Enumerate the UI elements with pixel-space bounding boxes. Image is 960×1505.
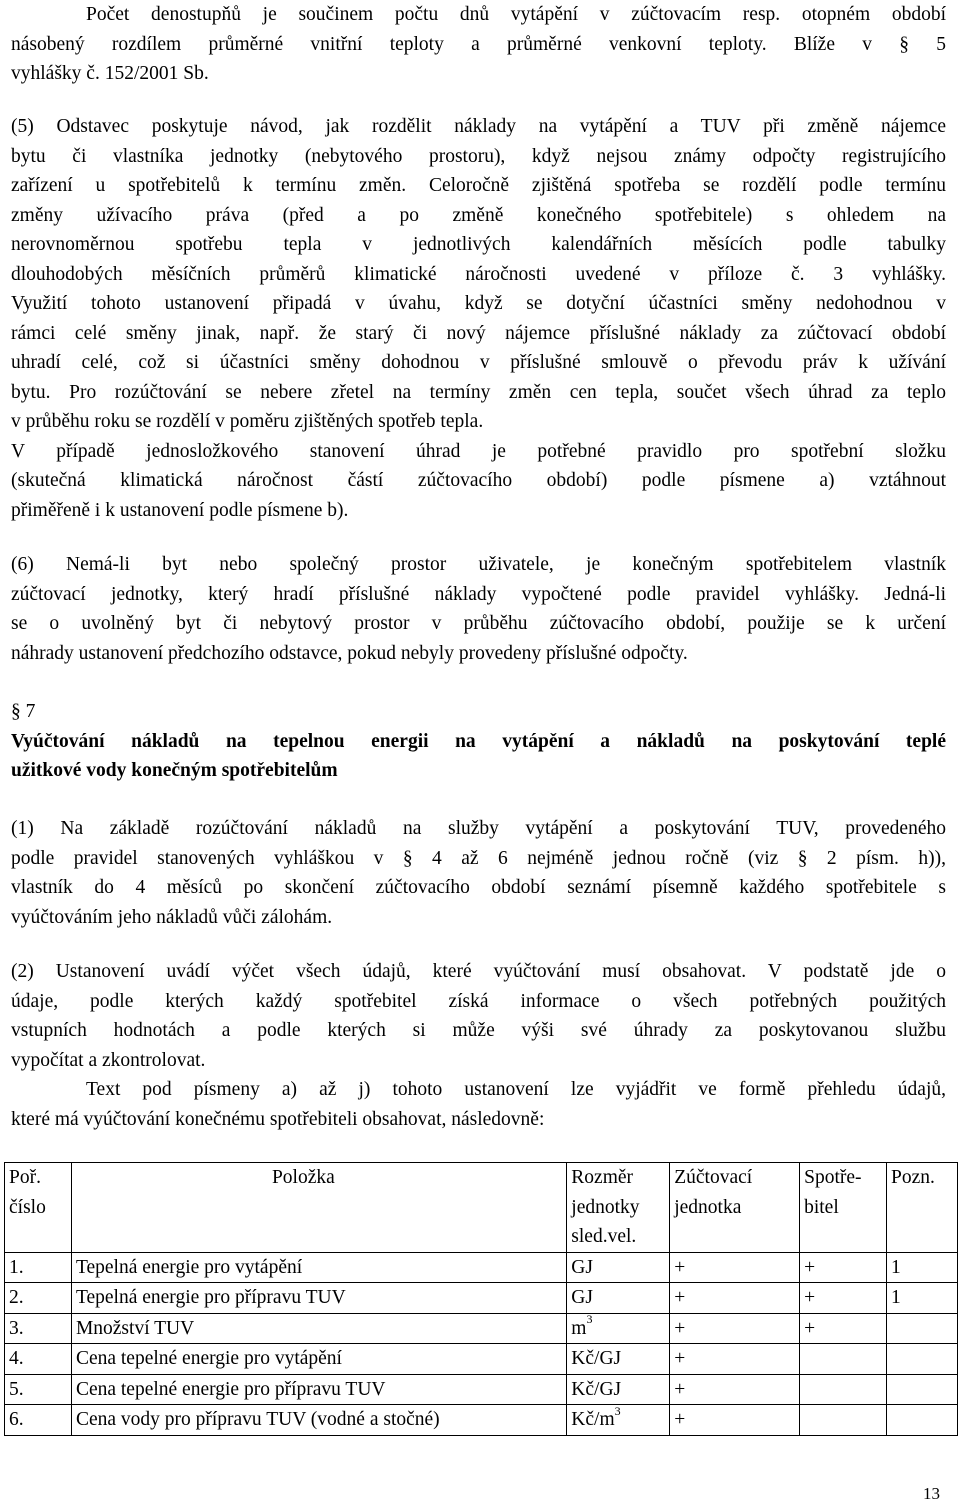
row-accounting-unit: + bbox=[670, 1344, 800, 1375]
section-7-heading bbox=[11, 697, 946, 786]
text-line: (2) Ustanovení uvádí výčet všech údajů, které vyúčtování musí obsahovat. V podstatě jde o bbox=[11, 961, 946, 982]
table-row bbox=[5, 1252, 958, 1283]
text-line: náhrady ustanovení předchozího odstavce, pokud nebyly provedeny příslušné odpočty. bbox=[11, 642, 688, 664]
text-line: (6) Nemá-li byt nebo společný prostor uživatele, je konečným spotřebitelem vlastník bbox=[11, 554, 946, 575]
table-row bbox=[5, 1313, 958, 1344]
row-consumer: + bbox=[800, 1252, 887, 1283]
row-number: 3. bbox=[5, 1313, 72, 1344]
billing-items-table bbox=[4, 1162, 958, 1436]
row-note: 1 bbox=[887, 1252, 958, 1283]
page-number: 13 bbox=[923, 1484, 940, 1503]
text-line: v průběhu roku se rozdělí v poměru zjištěných spotřeb tepla. bbox=[11, 411, 484, 432]
row-note: 1 bbox=[887, 1283, 958, 1314]
text-line: vstupních hodnotách a podle kterých si může výši své úhrady za poskytovanou službu bbox=[11, 1020, 946, 1041]
text-line: vyhlášky č. 152/2001 Sb. bbox=[11, 63, 209, 84]
text-line: Využití tohoto ustanovení připadá v úvahu, když se dotyční účastníci směny nedohodnou v bbox=[11, 293, 946, 314]
row-consumer: + bbox=[800, 1313, 887, 1344]
paragraph-6 bbox=[11, 550, 946, 668]
text-line: změny užívacího práva (před a po změně konečného spotřebitele) s ohledem na bbox=[11, 204, 946, 226]
text-line: přiměřeně i k ustanovení podle písmene b). bbox=[11, 499, 349, 521]
section-number: § 7 bbox=[11, 701, 36, 722]
text-line: bytu. Pro rozúčtování se nebere zřetel na termíny změn cen tepla, součet všech úhrad za teplo bbox=[11, 381, 946, 403]
table-header-row bbox=[5, 1163, 958, 1253]
text-line: násobený rozdílem průměrné vnitřní teploty a průměrné venkovní teploty. Blíže v § 5 bbox=[11, 33, 946, 55]
row-unit: GJ bbox=[567, 1252, 670, 1283]
row-number: 2. bbox=[5, 1283, 72, 1314]
row-consumer bbox=[800, 1374, 887, 1405]
table-row bbox=[5, 1405, 958, 1436]
text-line: (skutečná klimatická náročnost částí zúčtovacího období) podle písmene a) vztáhnout bbox=[11, 470, 946, 491]
table-row bbox=[5, 1374, 958, 1405]
row-note bbox=[887, 1374, 958, 1405]
section-title-line: Vyúčtování nákladů na tepelnou energii na vytápění a nákladů na poskytování teplé bbox=[11, 730, 946, 752]
text-line: vlastník do 4 měsíců po skončení zúčtovacího období seznámí písemně každého spotřebitele s bbox=[11, 877, 946, 898]
text-line: (5) Odstavec poskytuje návod, jak rozdělit náklady na vytápění a TUV při změně nájemce bbox=[11, 116, 946, 137]
row-accounting-unit: + bbox=[670, 1252, 800, 1283]
text-line: zařízení u spotřebitelů k termínu změn. Celoročně zjištěná spotřeba se rozdělí podle termínu bbox=[11, 175, 946, 196]
row-item: Cena tepelné energie pro vytápění bbox=[71, 1344, 566, 1375]
text-line: uhradí celé, což si účastníci směny dohodnou v příslušné smlouvě o převodu práv k užívání bbox=[11, 352, 946, 373]
table-row bbox=[5, 1283, 958, 1314]
text-line: (1) Na základě rozúčtování nákladů na služby vytápění a poskytování TUV, provedeného bbox=[11, 818, 946, 839]
row-number: 5. bbox=[5, 1374, 72, 1405]
text-line: vyúčtováním jeho nákladů vůči zálohám. bbox=[11, 906, 333, 928]
text-line: rámci celé směny jinak, např. že starý či nový nájemce příslušné náklady za zúčtovací období bbox=[11, 322, 946, 344]
row-item: Tepelná energie pro přípravu TUV bbox=[71, 1283, 566, 1314]
text-line: nerovnoměrnou spotřebu tepla v jednotlivých kalendářních měsících podle tabulky bbox=[11, 234, 946, 255]
row-unit: $m^3$ bbox=[567, 1313, 670, 1344]
row-item: Množství TUV bbox=[71, 1313, 566, 1344]
row-unit: Kč/GJ bbox=[567, 1374, 670, 1405]
section-7-paragraph-1 bbox=[11, 814, 946, 932]
header-cell-consumer: Spotře- bitel bbox=[800, 1163, 887, 1253]
text-line: Text pod písmeny a) až j) tohoto ustanovení lze vyjádřit ve formě přehledu údajů, bbox=[86, 1079, 946, 1100]
row-accounting-unit: + bbox=[670, 1405, 800, 1436]
header-cell-note: Pozn. bbox=[887, 1163, 958, 1253]
row-number: 6. bbox=[5, 1405, 72, 1436]
header-cell-item: Položka bbox=[71, 1163, 566, 1253]
row-accounting-unit: + bbox=[670, 1313, 800, 1344]
row-consumer: + bbox=[800, 1283, 887, 1314]
text-line: Počet denostupňů je součinem počtu dnů vytápění v zúčtovacím resp. otopném období bbox=[86, 4, 946, 25]
intro-paragraph bbox=[11, 0, 946, 89]
row-item: Cena vody pro přípravu TUV (vodné a stočné) bbox=[71, 1405, 566, 1436]
text-line: údaje, podle kterých každý spotřebitel získá informace o všech potřebných použitých bbox=[11, 990, 946, 1012]
row-note bbox=[887, 1344, 958, 1375]
row-note bbox=[887, 1313, 958, 1344]
text-line: které má vyúčtování konečnému spotřebiteli obsahovat, následovně: bbox=[11, 1108, 545, 1130]
row-item: Tepelná energie pro vytápění bbox=[71, 1252, 566, 1283]
row-unit: GJ bbox=[567, 1283, 670, 1314]
section-title-line: užitkové vody konečným spotřebitelům bbox=[11, 760, 338, 781]
section-7-paragraph-2 bbox=[11, 957, 946, 1134]
text-line: zúčtovací jednotky, který hradí příslušné náklady vypočtené podle pravidel vyhlášky. Jedná-li bbox=[11, 583, 946, 605]
row-unit: Kč/GJ bbox=[567, 1344, 670, 1375]
row-consumer bbox=[800, 1344, 887, 1375]
row-note bbox=[887, 1405, 958, 1436]
header-cell-number: Poř. číslo bbox=[5, 1163, 72, 1253]
text-line: se o uvolněný byt či nebytový prostor v průběhu zúčtovacího období, použije se k určení bbox=[11, 613, 946, 634]
header-cell-unit: Rozměr jednotky sled.vel. bbox=[567, 1163, 670, 1253]
paragraph-5 bbox=[11, 112, 946, 525]
row-consumer bbox=[800, 1405, 887, 1436]
text-line: V případě jednosložkového stanovení úhrad je potřebné pravidlo pro spotřební složku bbox=[11, 440, 946, 462]
row-unit: $Kč/m^3$ bbox=[567, 1405, 670, 1436]
row-accounting-unit: + bbox=[670, 1374, 800, 1405]
row-number: 1. bbox=[5, 1252, 72, 1283]
row-accounting-unit: + bbox=[670, 1283, 800, 1314]
text-line: bytu či vlastníka jednotky (nebytového prostoru), když nejsou známy odpočty registrujícího bbox=[11, 145, 946, 167]
header-cell-accounting-unit: Zúčtovací jednotka bbox=[670, 1163, 800, 1253]
text-line: vypočítat a zkontrolovat. bbox=[11, 1049, 206, 1071]
row-number: 4. bbox=[5, 1344, 72, 1375]
text-line: podle pravidel stanovených vyhláškou v § 4 až 6 nejméně jednou ročně (viz § 2 písm. h)), bbox=[11, 847, 946, 869]
row-item: Cena tepelné energie pro přípravu TUV bbox=[71, 1374, 566, 1405]
text-line: dlouhodobých měsíčních průměrů klimatické náročnosti uvedené v příloze č. 3 vyhlášky. bbox=[11, 263, 946, 285]
table-row bbox=[5, 1344, 958, 1375]
